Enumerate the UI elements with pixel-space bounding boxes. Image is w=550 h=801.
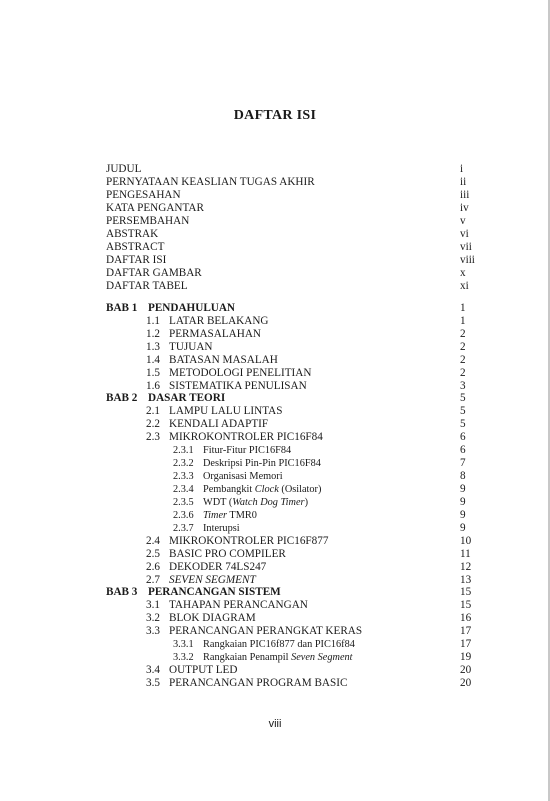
toc-section[interactable] [0, 612, 550, 625]
toc-entry-page: 9 [460, 496, 466, 508]
toc-subsection-title: WDT (Watch Dog Timer) [203, 497, 308, 508]
toc-subsection-title: Interupsi [203, 523, 240, 534]
toc-chapter[interactable] [0, 586, 550, 599]
toc-subsection-number: 2.3.6 [173, 510, 194, 521]
toc-entry-page: 16 [460, 612, 472, 624]
toc-section[interactable] [0, 561, 550, 574]
toc-entry-label: KATA PENGANTAR [106, 202, 204, 214]
toc-section-number: 3.4 [146, 664, 160, 676]
toc-chapter-number: BAB 2 [106, 392, 138, 404]
toc-section-number: 1.3 [146, 341, 160, 353]
toc-subsection[interactable] [0, 470, 550, 483]
toc-entry-label: PERNYATAAN KEASLIAN TUGAS AKHIR [106, 176, 315, 188]
toc-subsection[interactable] [0, 509, 550, 522]
toc-subsection-title: Fitur-Fitur PIC16F84 [203, 445, 292, 456]
toc-entry-page: 1 [460, 315, 466, 327]
toc-entry[interactable] [0, 228, 550, 241]
toc-section-number: 3.1 [146, 599, 160, 611]
toc-section-number: 2.4 [146, 535, 160, 547]
toc-section-title: OUTPUT LED [169, 664, 238, 676]
toc-section-title: LATAR BELAKANG [169, 315, 269, 327]
toc-entry-label: JUDUL [106, 163, 142, 175]
toc-subsection-number: 2.3.1 [173, 445, 194, 456]
toc-entry-page: 6 [460, 431, 466, 443]
toc-entry-label: DAFTAR TABEL [106, 280, 188, 292]
toc-entry-page: iv [460, 202, 469, 214]
toc-section[interactable] [0, 354, 550, 367]
toc-entry[interactable] [0, 254, 550, 267]
toc-entry-page: 8 [460, 470, 466, 482]
toc-section-number: 2.6 [146, 561, 160, 573]
toc-section-number: 1.1 [146, 315, 160, 327]
toc-subsection[interactable] [0, 457, 550, 470]
toc-subsection[interactable] [0, 444, 550, 457]
toc-chapter-title: PENDAHULUAN [148, 302, 236, 314]
toc-entry-page: 2 [460, 341, 466, 353]
toc-entry-page: ii [460, 176, 467, 188]
toc-subsection-number: 2.3.4 [173, 484, 194, 495]
toc-entry-page: 5 [460, 418, 466, 430]
toc-entry-page: 11 [460, 548, 471, 560]
toc-entry-page: 13 [460, 574, 472, 586]
toc-section-number: 3.3 [146, 625, 160, 637]
toc-entry-label: DAFTAR ISI [106, 254, 167, 266]
toc-section[interactable] [0, 599, 550, 612]
toc-entry-page: iii [460, 189, 470, 201]
toc-subsection-number: 2.3.2 [173, 458, 194, 469]
toc-subsection[interactable] [0, 638, 550, 651]
toc-section-title: BASIC PRO COMPILER [169, 548, 286, 560]
toc-entry-page: 17 [460, 625, 472, 637]
toc-section-title: PERMASALAHAN [169, 328, 261, 340]
toc-subsection-number: 2.3.3 [173, 471, 194, 482]
toc-subsection-title: Deskripsi Pin-Pin PIC16F84 [203, 458, 321, 469]
toc-section-number: 3.5 [146, 677, 160, 689]
toc-section-title: KENDALI ADAPTIF [169, 418, 269, 430]
toc-subsection-title: Timer TMR0 [203, 510, 257, 521]
toc-chapter-title: PERANCANGAN SISTEM [148, 586, 281, 598]
toc-entry-label: ABSTRACT [106, 241, 165, 253]
toc-section-title: BATASAN MASALAH [169, 354, 278, 366]
toc-entry-page: 20 [460, 677, 472, 689]
toc-entry-page: 6 [460, 444, 466, 456]
toc-entry-page: 20 [460, 664, 472, 676]
toc-section-title: BLOK DIAGRAM [169, 612, 256, 624]
toc-chapter-number: BAB 1 [106, 302, 138, 314]
toc-section[interactable] [0, 367, 550, 380]
toc-subsection-number: 2.3.7 [173, 523, 194, 534]
toc-section-number: 2.5 [146, 548, 160, 560]
toc-section[interactable] [0, 431, 550, 444]
toc-entry-page: 15 [460, 599, 472, 611]
toc-subsection-number: 3.3.2 [173, 652, 194, 663]
toc-section-title: METODOLOGI PENELITIAN [169, 367, 312, 379]
toc-subsection[interactable] [0, 651, 550, 664]
toc-entry-page: 15 [460, 586, 472, 598]
toc-entry-page: viii [460, 254, 475, 266]
toc-section[interactable] [0, 535, 550, 548]
toc-entry-page: 9 [460, 509, 466, 521]
toc-chapter-number: BAB 3 [106, 586, 138, 598]
toc-entry[interactable] [0, 267, 550, 280]
toc-section-title: MIKROKONTROLER PIC16F877 [169, 535, 329, 547]
toc-entry-page: xi [460, 280, 469, 292]
toc-section[interactable] [0, 418, 550, 431]
toc-section[interactable] [0, 405, 550, 418]
toc-chapter[interactable] [0, 392, 550, 405]
toc-entry[interactable] [0, 189, 550, 202]
toc-entry-page: vii [460, 241, 472, 253]
toc-section[interactable] [0, 664, 550, 677]
toc-section-number: 3.2 [146, 612, 160, 624]
toc-subsection[interactable] [0, 483, 550, 496]
toc-section[interactable] [0, 625, 550, 638]
toc-section-title: TUJUAN [169, 341, 213, 353]
toc-section-number: 1.4 [146, 354, 160, 366]
toc-entry[interactable] [0, 241, 550, 254]
toc-section-title: SEVEN SEGMENT [169, 574, 256, 586]
toc-entry[interactable] [0, 215, 550, 228]
toc-section[interactable] [0, 548, 550, 561]
toc-entry-page: 1 [460, 302, 466, 314]
toc-chapter[interactable] [0, 302, 550, 315]
toc-entry[interactable] [0, 163, 550, 176]
toc-entry-label: DAFTAR GAMBAR [106, 267, 202, 279]
toc-entry-page: 10 [460, 535, 472, 547]
toc-section-title: PERANCANGAN PROGRAM BASIC [169, 677, 348, 689]
toc-entry[interactable] [0, 280, 550, 293]
toc-subsection-title: Organisasi Memori [203, 471, 283, 482]
toc-section-title: TAHAPAN PERANCANGAN [169, 599, 308, 611]
toc-section[interactable] [0, 341, 550, 354]
page-number: viii [268, 718, 282, 730]
toc-section[interactable] [0, 677, 550, 690]
toc-section-title: SISTEMATIKA PENULISAN [169, 380, 307, 392]
toc-subsection-number: 3.3.1 [173, 639, 194, 650]
toc-section-title: PERANCANGAN PERANGKAT KERAS [169, 625, 363, 637]
toc-entry-page: 12 [460, 561, 472, 573]
toc-entry-page: 5 [460, 392, 466, 404]
toc-section-title: MIKROKONTROLER PIC16F84 [169, 431, 323, 443]
toc-entry-page: i [460, 163, 464, 175]
toc-section-number: 2.2 [146, 418, 160, 430]
toc-entry-page: 5 [460, 405, 466, 417]
toc-section-number: 1.5 [146, 367, 160, 379]
toc-entry-page: 17 [460, 638, 472, 650]
toc-subsection[interactable] [0, 522, 550, 535]
toc-entry-page: 7 [460, 457, 466, 469]
toc-entry-page: 2 [460, 328, 466, 340]
toc-subsection-number: 2.3.5 [173, 497, 194, 508]
toc-subsection[interactable] [0, 496, 550, 509]
toc-subsection-title: Pembangkit Clock (Osilator) [203, 484, 322, 495]
toc-entry-page: 2 [460, 367, 466, 379]
toc-section-title: DEKODER 74LS247 [169, 561, 267, 573]
toc-chapter-title: DASAR TEORI [148, 392, 226, 404]
toc-entry[interactable] [0, 202, 550, 215]
toc-entry-page: 3 [460, 380, 466, 392]
toc-section-number: 2.1 [146, 405, 160, 417]
toc-entry-label: PENGESAHAN [106, 189, 181, 201]
toc-entry-page: 9 [460, 522, 466, 534]
toc-section[interactable] [0, 328, 550, 341]
toc-section-number: 1.6 [146, 380, 160, 392]
toc-section-title: LAMPU LALU LINTAS [169, 405, 283, 417]
toc-section[interactable] [0, 315, 550, 328]
page-title: DAFTAR ISI [233, 108, 317, 123]
toc-section-number: 2.3 [146, 431, 160, 443]
toc-section-number: 2.7 [146, 574, 160, 586]
toc-entry-page: vi [460, 228, 469, 240]
toc-entry-page: 2 [460, 354, 466, 366]
toc-entry-label: ABSTRAK [106, 228, 159, 240]
toc-subsection-title: Rangkaian PIC16f877 dan PIC16f84 [203, 639, 355, 650]
toc-section-number: 1.2 [146, 328, 160, 340]
toc-subsection-title: Rangkaian Penampil Seven Segment [203, 652, 353, 663]
toc-entry-page: v [460, 215, 466, 227]
toc-entry[interactable] [0, 176, 550, 189]
toc-entry-page: 19 [460, 651, 472, 663]
toc-entry-page: 9 [460, 483, 466, 495]
toc-entry-label: PERSEMBAHAN [106, 215, 190, 227]
toc-entry-page: x [460, 267, 466, 279]
